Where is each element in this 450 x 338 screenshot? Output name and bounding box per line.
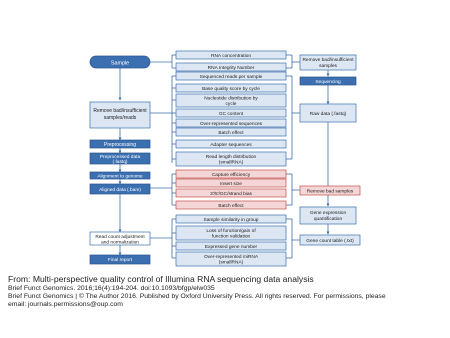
svg-text:Read length distribution: Read length distribution — [205, 155, 257, 160]
svg-text:Adapter sequences: Adapter sequences — [210, 142, 252, 148]
node-final-report — [90, 255, 150, 264]
svg-text:Over-represented sequences: Over-represented sequences — [199, 121, 263, 127]
node-remove-bad-samples — [300, 186, 360, 195]
node-loss-gain-function — [176, 226, 286, 240]
node-over-represented-sequences — [176, 119, 286, 127]
svg-text:Base quality score by cycle: Base quality score by cycle — [202, 86, 260, 92]
node-batch-effect-2 — [176, 201, 286, 209]
node-base-quality — [176, 84, 286, 92]
caption-copyright: Brief Funct Genomics | © The Author 2016. Published by Oxford University Press. All rights reserved. For permissions, please — [8, 292, 386, 300]
svg-text:Preprocessing: Preprocessing — [104, 142, 136, 148]
svg-text:Raw data (.fastq): Raw data (.fastq) — [309, 111, 347, 117]
svg-text:Loss of function/gain of: Loss of function/gain of — [206, 229, 256, 234]
node-nucleotide-distribution — [176, 94, 286, 107]
svg-text:quantification: quantification — [313, 217, 343, 222]
svg-text:Sample: Sample — [110, 60, 130, 67]
node-adapter-sequences — [176, 140, 286, 148]
svg-text:GC content: GC content — [218, 111, 244, 117]
node-sequencing — [300, 77, 356, 85]
node-raw-data — [300, 104, 356, 122]
svg-text:Final report: Final report — [107, 258, 133, 263]
svg-text:samples: samples — [319, 64, 337, 69]
node-rna-concentration — [176, 51, 286, 59]
svg-text:cycle: cycle — [225, 102, 237, 107]
node-read-count-adjustment — [90, 232, 150, 246]
caption-email: email: journals.permissions@oup.com — [8, 301, 123, 309]
node-remove-bad-samples-top — [300, 55, 356, 70]
node-strand-bias — [176, 189, 286, 197]
node-aligned-data — [90, 184, 150, 194]
svg-text:Expressed gene number: Expressed gene number — [204, 244, 258, 250]
svg-text:(.fastq): (.fastq) — [112, 160, 128, 165]
node-gene-count-table — [300, 235, 360, 245]
svg-text:Nucleotide distribution by: Nucleotide distribution by — [204, 96, 258, 102]
node-expressed-gene-number — [176, 242, 286, 250]
svg-text:3'/5'/GC/strand bias: 3'/5'/GC/strand bias — [210, 191, 252, 197]
svg-text:Sequenced reads per sample: Sequenced reads per sample — [199, 74, 263, 80]
svg-text:Batch effect: Batch effect — [218, 130, 244, 136]
node-sample — [90, 56, 150, 68]
svg-text:(smallRNA): (smallRNA) — [218, 160, 244, 166]
svg-text:function validation: function validation — [211, 234, 251, 240]
svg-text:samples/reads: samples/reads — [103, 115, 137, 121]
svg-text:Over-represented miRNA: Over-represented miRNA — [203, 255, 259, 260]
node-preprocessed-data — [90, 153, 150, 165]
node-preprocessing — [90, 140, 150, 148]
svg-text:Read count adjustment: Read count adjustment — [95, 235, 145, 240]
svg-text:(smallRNA): (smallRNA) — [218, 260, 244, 266]
svg-text:Preprocessed data: Preprocessed data — [99, 155, 141, 160]
node-batch-effect-1 — [176, 128, 286, 136]
svg-text:Sample similarity in group: Sample similarity in group — [203, 217, 259, 223]
node-capture-efficiency — [176, 170, 286, 178]
node-rna-integrity — [176, 63, 286, 71]
svg-text:Alignment to genome: Alignment to genome — [97, 174, 143, 180]
node-gc-content — [176, 109, 286, 117]
svg-text:RNA concentration: RNA concentration — [211, 53, 251, 59]
node-over-represented-mirna — [176, 252, 286, 266]
caption-title: From: Multi-perspective quality control of Illumina RNA sequencing data analysis — [8, 274, 314, 284]
svg-text:Batch effect: Batch effect — [218, 203, 244, 209]
caption-citation: Brief Funct Genomics. 2016;16(4):194-204. doi:10.1093/bfgp/elw035 — [8, 284, 215, 292]
svg-text:Remove bad/insufficient: Remove bad/insufficient — [302, 58, 354, 63]
svg-text:Gene expression: Gene expression — [309, 211, 347, 216]
svg-text:Sequencing: Sequencing — [315, 79, 341, 85]
svg-text:Remove bad/insufficient: Remove bad/insufficient — [93, 108, 147, 114]
figure-caption — [8, 274, 444, 310]
node-alignment — [90, 172, 150, 180]
node-sample-similarity — [176, 215, 286, 223]
svg-text:Remove bad samples: Remove bad samples — [306, 189, 354, 195]
node-insert-size — [176, 179, 286, 187]
svg-text:RNA Integrity Number: RNA Integrity Number — [207, 65, 255, 71]
svg-text:Aligned data (.bam): Aligned data (.bam) — [99, 188, 141, 193]
node-sequenced-reads — [176, 72, 286, 80]
node-remove-bad-reads — [90, 102, 150, 128]
node-gene-expression-quantification — [300, 207, 356, 224]
svg-text:Gene count table (.txt): Gene count table (.txt) — [306, 238, 354, 244]
svg-text:and normalization: and normalization — [101, 240, 139, 246]
svg-text:Insert size: Insert size — [220, 181, 242, 187]
svg-text:Capture efficiency: Capture efficiency — [211, 172, 251, 178]
node-read-length-distribution — [176, 152, 286, 166]
